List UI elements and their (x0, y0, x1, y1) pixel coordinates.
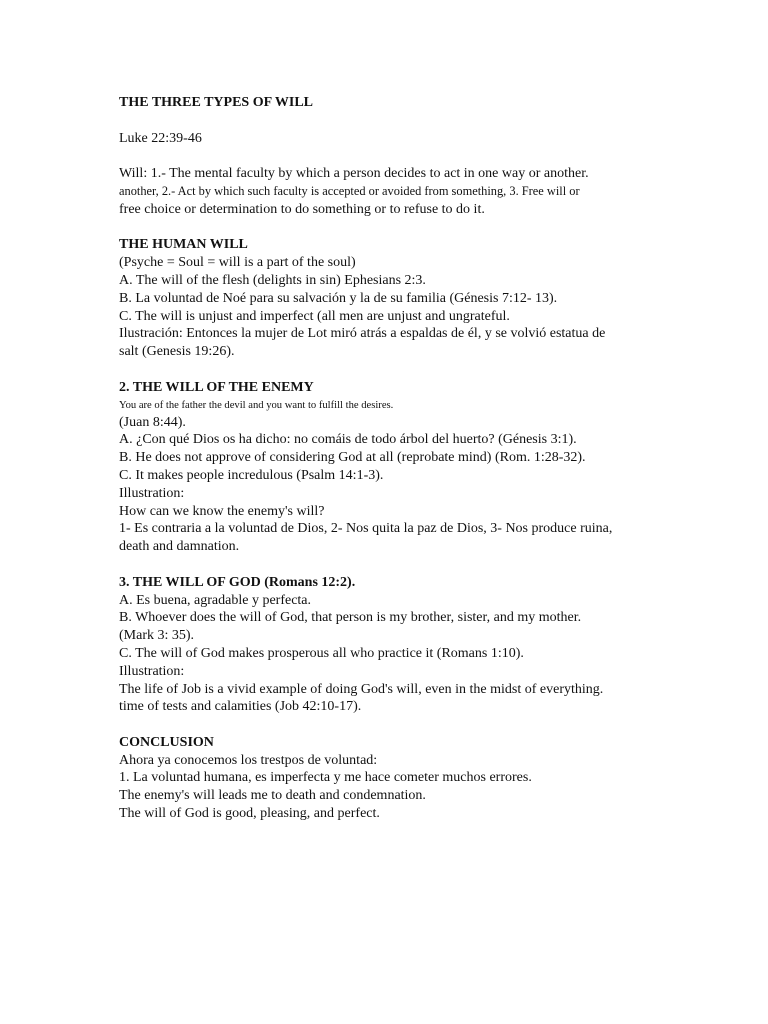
section-line: 1- Es contraria a la voluntad de Dios, 2- Nos quita la paz de Dios, 3- Nos produce ruina, (119, 521, 613, 537)
section-subline: You are of the father the devil and you want to fulfill the desires. (119, 399, 394, 411)
section-line: time of tests and calamities (Job 42:10-17). (119, 699, 362, 715)
section-heading: CONCLUSION (119, 734, 214, 750)
spacer (119, 147, 649, 165)
section-line: A. The will of the flesh (delights in sin) Ephesians 2:3. (119, 272, 426, 288)
section-line: C. The will is unjust and imperfect (all men are unjust and ungrateful. (119, 308, 510, 324)
document-page (119, 94, 649, 823)
section-conclusion (119, 734, 649, 823)
section-line: The enemy's will leads me to death and condemnation. (119, 788, 426, 804)
definition-line: free choice or determination to do something or to refuse to do it. (119, 201, 485, 217)
document-title: THE THREE TYPES OF WILL (119, 95, 313, 110)
section-line: death and damnation. (119, 539, 240, 555)
section-line: Illustration: (119, 663, 185, 679)
section-line: Ilustración: Entonces la mujer de Lot miró atrás a espaldas de él, y se volvió estatua de (119, 326, 606, 342)
section-line: (Juan 8:44). (119, 414, 186, 430)
section-heading: THE HUMAN WILL (119, 237, 248, 253)
section-line: (Psyche = Soul = will is a part of the soul) (119, 255, 356, 271)
section-god-will (119, 574, 649, 716)
definition-line: Will: 1.- The mental faculty by which a person decides to act in one way or another. (119, 166, 589, 182)
section-line: B. La voluntad de Noé para su salvación y la de su familia (Génesis 7:12- 13). (119, 290, 558, 306)
definition-line: another, 2.- Act by which such faculty is accepted or avoided from something, 3. Free will or (119, 183, 580, 198)
section-line: A. Es buena, agradable y perfecta. (119, 592, 312, 608)
definition-paragraph (119, 165, 649, 218)
section-enemy-will (119, 379, 649, 556)
spacer (119, 361, 649, 379)
section-line: B. Whoever does the will of God, that person is my brother, sister, and my mother. (119, 610, 582, 626)
section-line: The life of Job is a vivid example of doing God's will, even in the midst of everything. (119, 681, 604, 697)
section-line: 1. La voluntad humana, es imperfecta y me hace cometer muchos errores. (119, 770, 532, 786)
section-line: How can we know the enemy's will? (119, 503, 325, 519)
scripture-reference: Luke 22:39-46 (119, 130, 202, 146)
section-line: A. ¿Con qué Dios os ha dicho: no comáis de todo árbol del huerto? (Génesis 3:1). (119, 432, 577, 448)
section-heading: 2. THE WILL OF THE ENEMY (119, 379, 314, 395)
spacer (119, 716, 649, 734)
section-line: salt (Genesis 19:26). (119, 344, 235, 360)
section-line: C. It makes people incredulous (Psalm 14:1-3). (119, 467, 384, 483)
section-line: The will of God is good, pleasing, and perfect. (119, 806, 380, 822)
spacer (119, 556, 649, 574)
section-line: C. The will of God makes prosperous all who practice it (Romans 1:10). (119, 645, 524, 661)
section-line: B. He does not approve of considering God at all (reprobate mind) (Rom. 1:28-32). (119, 450, 586, 466)
section-line: (Mark 3: 35). (119, 628, 195, 644)
spacer (119, 112, 649, 130)
section-line: Ahora ya conocemos los trestpos de voluntad: (119, 752, 378, 768)
spacer (119, 219, 649, 237)
section-heading: 3. THE WILL OF GOD (Romans 12:2). (119, 574, 356, 590)
section-human-will (119, 236, 649, 361)
section-line: Illustration: (119, 485, 185, 501)
